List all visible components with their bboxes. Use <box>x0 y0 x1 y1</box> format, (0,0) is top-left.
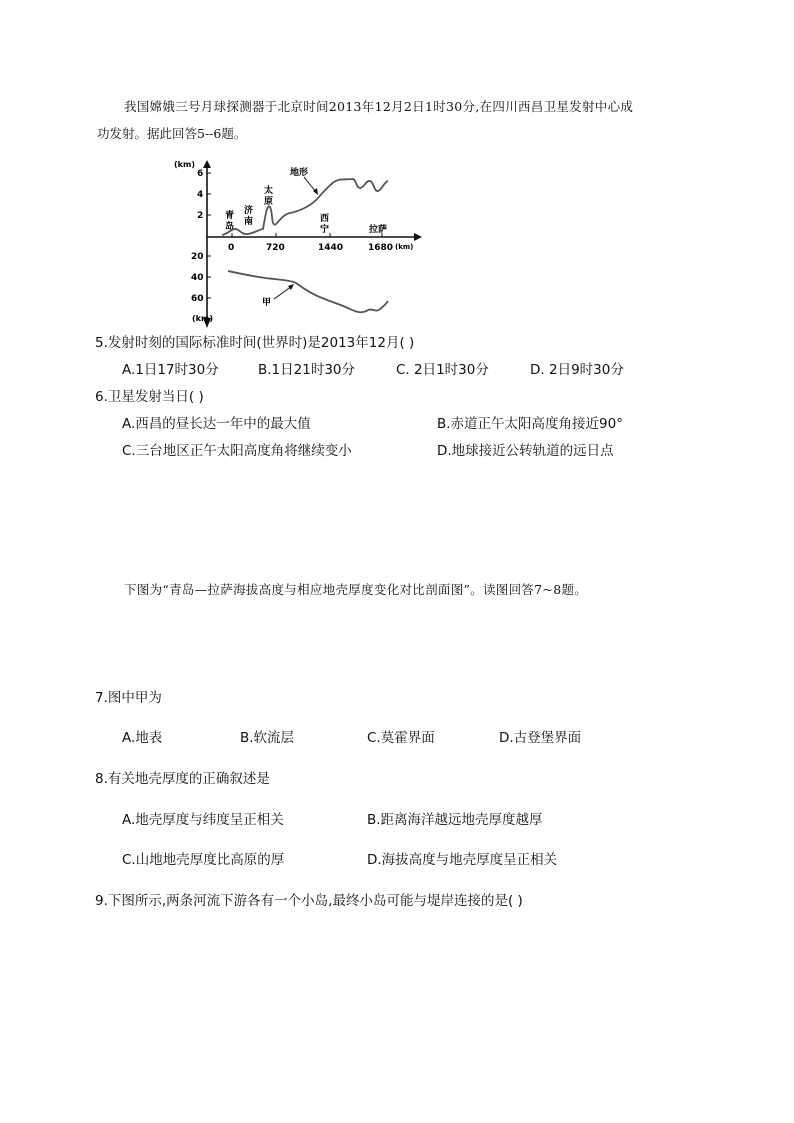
question-8-option-d[interactable]: D.海拔高度与地壳厚度呈正相关 <box>367 852 558 868</box>
axis-arrow-top <box>203 160 211 168</box>
x-tick-label-0: 0 <box>228 243 235 253</box>
place-xining-2: 宁 <box>320 225 330 235</box>
question-6-option-a[interactable]: A.西昌的昼长达一年中的最大值 <box>122 416 311 432</box>
upper-tick-label-4: 4 <box>197 190 204 200</box>
question-6-stem: 6.卫星发射当日( ) <box>95 389 204 405</box>
place-qingdao-2: 岛 <box>225 222 235 232</box>
intro-line-1: 我国嫦娥三号月球探测器于北京时间2013年12月2日1时30分,在四川西昌卫星发射中心成 <box>124 99 634 114</box>
upper-tick-label-2: 2 <box>197 211 204 221</box>
upper-unit-label: (km) <box>174 160 195 169</box>
question-9-stem: 9.下图所示,两条河流下游各有一个小岛,最终小岛可能与堤岸连接的是( ) <box>95 893 523 909</box>
question-8-option-a[interactable]: A.地壳厚度与纬度呈正相关 <box>122 812 284 828</box>
place-jinan-1: 济 <box>244 206 254 216</box>
axis-arrow-right <box>414 233 422 241</box>
jia-label-arrow <box>274 286 292 299</box>
question-5-stem: 5.发射时刻的国际标准时间(世界时)是2013年12月( ) <box>95 335 415 351</box>
jia-label: 甲 <box>262 298 272 308</box>
place-xining-1: 西 <box>320 214 330 224</box>
x-tick-label-720: 720 <box>266 243 285 253</box>
place-taiyuan-2: 原 <box>264 197 274 207</box>
question-7-stem: 7.图中甲为 <box>95 690 162 706</box>
question-5-option-d[interactable]: D. 2日9时30分 <box>530 362 624 378</box>
question-6-option-c[interactable]: C.三台地区正午太阳高度角将继续变小 <box>122 443 352 459</box>
question-7-option-a[interactable]: A.地表 <box>122 730 163 746</box>
place-jinan-2: 南 <box>244 217 254 227</box>
lower-tick-label-40: 40 <box>191 273 204 283</box>
crust-boundary-curve <box>228 271 388 312</box>
place-taiyuan-1: 太 <box>264 186 274 196</box>
lower-unit-label: (km) <box>192 314 213 323</box>
intro-questions-7-8: 下图为“青岛—拉萨海拔高度与相应地壳厚度变化对比剖面图”。读图回答7~8题。 <box>124 582 588 597</box>
question-7-option-d[interactable]: D.古登堡界面 <box>499 730 582 746</box>
terrain-label-arrow <box>304 177 316 192</box>
question-5-option-c[interactable]: C. 2日1时30分 <box>396 362 489 378</box>
question-8-stem: 8.有关地壳厚度的正确叙述是 <box>95 771 270 787</box>
place-qingdao-1: 青 <box>225 211 235 221</box>
question-6-option-d[interactable]: D.地球接近公转轨道的远日点 <box>437 443 614 459</box>
question-7-option-b[interactable]: B.软流层 <box>240 730 295 746</box>
x-tick-label-1440: 1440 <box>318 243 344 253</box>
question-5-option-b[interactable]: B.1日21时30分 <box>258 362 355 378</box>
terrain-label: 地形 <box>290 168 309 178</box>
question-6-option-b[interactable]: B.赤道正午太阳高度角接近90° <box>437 416 623 432</box>
intro-line-2: 功发射。据此回答5--6题。 <box>97 126 247 141</box>
question-8-option-c[interactable]: C.山地地壳厚度比高原的厚 <box>122 852 285 868</box>
question-5-option-a[interactable]: A.1日17时30分 <box>122 362 219 378</box>
terrain-crust-profile-figure <box>170 158 430 330</box>
x-unit-label: (km) <box>395 243 414 251</box>
upper-tick-label-6: 6 <box>197 169 204 179</box>
question-8-option-b[interactable]: B.距离海洋越远地壳厚度越厚 <box>367 812 543 828</box>
question-7-option-c[interactable]: C.莫霍界面 <box>367 730 435 746</box>
lower-tick-label-20: 20 <box>191 252 204 262</box>
x-tick-label-1680: 1680 <box>368 243 394 253</box>
place-lasa: 拉萨 <box>369 225 388 235</box>
lower-tick-label-60: 60 <box>191 294 204 304</box>
